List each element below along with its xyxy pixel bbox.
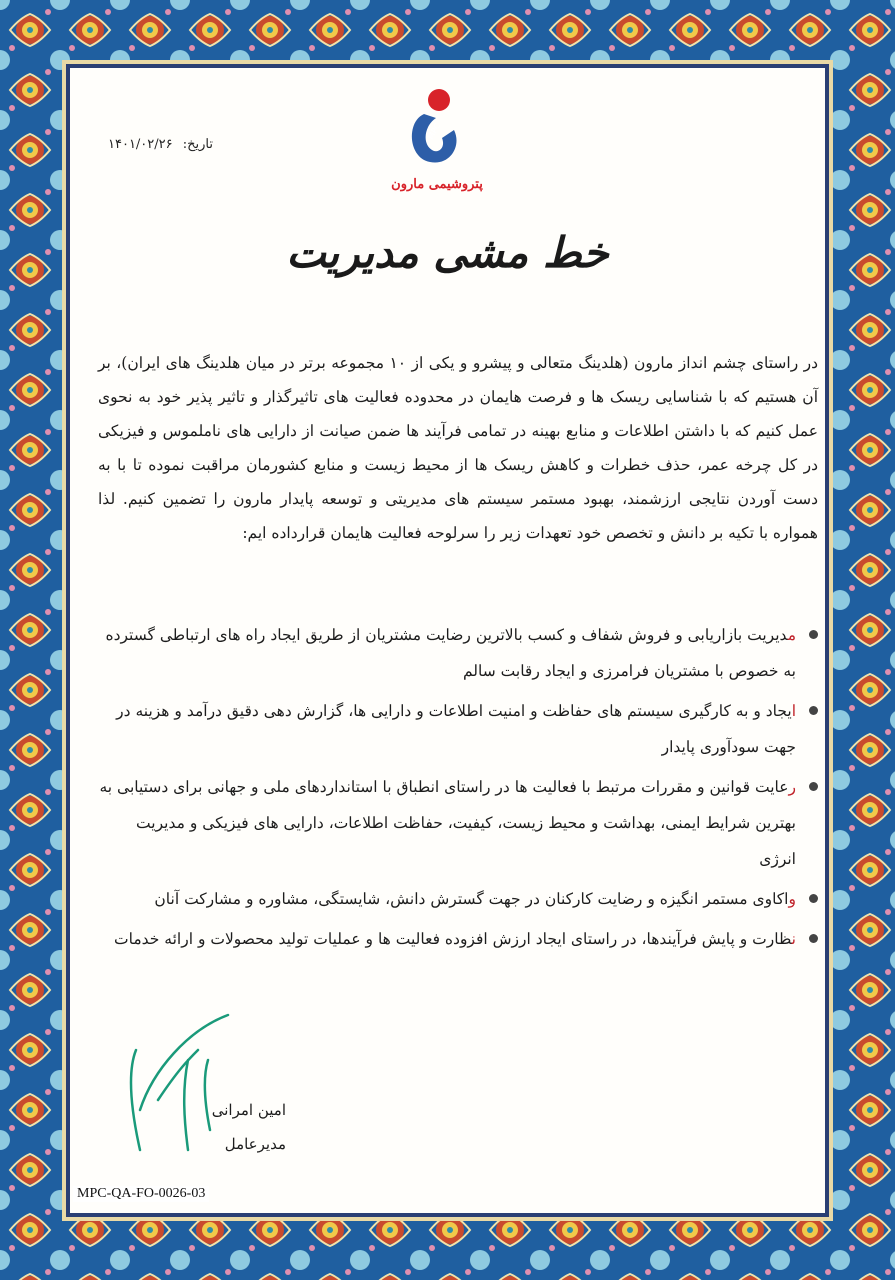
- commitment-initial: ر: [788, 778, 796, 796]
- intro-line: در راستای چشم انداز مارون (هلدینگ متعالی و پیشرو و یکی از ۱۰ مجموعه برتر در میان هلدینگ های ایران)، بر آن هستیم که با: [98, 354, 819, 406]
- intro-paragraph: [98, 346, 818, 550]
- commitment-item: [98, 693, 818, 765]
- commitment-text: یجاد و به کارگیری سیستم های حفاظت و امنیت اطلاعات و دارایی ها، گزارش دهی دقیق درآمد و هزینه در جهت سودآوری پایدار: [116, 702, 796, 756]
- logo-brand-text: پتروشیمی مارون: [391, 177, 483, 192]
- bullet-icon: [809, 706, 818, 715]
- bullet-icon: [809, 630, 818, 639]
- intro-line: مارون را تضمین کنیم. لذا همواره با تکیه بر دانش و تخصص خود تعهدات زیر را سرلوحه فعالیت هایمان قرارداده ایم:: [98, 490, 818, 542]
- signer-block: [196, 1093, 286, 1161]
- commitment-initial: م: [787, 626, 796, 644]
- commitment-item: [98, 881, 818, 917]
- date-label: تاریخ:: [182, 137, 214, 152]
- page-title: خط مشی مدیریت: [286, 228, 609, 277]
- signer-name: امین امرانی: [211, 1101, 286, 1119]
- bullet-icon: [809, 782, 818, 791]
- date-line: [108, 137, 213, 152]
- commitment-initial: ن: [791, 930, 796, 948]
- commitment-text: دیریت بازاریابی و فروش شفاف و کسب بالاترین رضایت مشتریان از طریق ایجاد راه های ارتباطی گسترده به خصوص با مشتریان فرامرزی و ایجاد رقابت سالم: [105, 626, 796, 680]
- commitment-item: [98, 921, 818, 957]
- intro-line: شناسایی ریسک ها و فرصت هایمان در محدوده فعالیت های تاثیرگذار و تاثیر پذیر خود به نحوی عمل کنیم که با داشتن اطلاعات و: [98, 388, 819, 440]
- commitment-text: ظارت و پایش فرآیندها، در راستای ایجاد ارزش افزوده فعالیت ها و عملیات تولید محصولات و ارائه خدمات: [114, 930, 792, 948]
- bullet-icon: [809, 894, 818, 903]
- date-value: ۱۴۰۱/۰۲/۲۶: [108, 137, 173, 152]
- intro-line: منابع بهینه در تمامی فرآیند ها ضمن صیانت از دارایی های ناملموس و فیزیکی در کل چرخه عمر، حذف خطرات و کاهش ریسک ها از: [98, 422, 818, 474]
- logo-mark-text: MPC: [425, 121, 443, 141]
- commitment-initial: و: [788, 890, 796, 908]
- commitment-text: عایت قوانین و مقررات مرتبط با فعالیت ها در راستای انطباق با استانداردهای ملی و جهانی برای دستیابی به بهترین شرایط ایمنی، بهداشت و محیط زیست، کیفیت، حفاظت اطلاعات، دارایی های فیزیکی و مدیریت انرژی: [99, 778, 796, 868]
- bullet-icon: [809, 934, 818, 943]
- commitment-initial: ا: [791, 702, 796, 720]
- commitment-item: [98, 769, 818, 877]
- commitment-text: اکاوی مستمر انگیزه و رضایت کارکنان در جهت گسترش دانش، شایستگی، مشاوره و مشارکت آنان: [154, 890, 789, 908]
- form-code: MPC-QA-FO-0026-03: [73, 1186, 209, 1202]
- commitment-item: [98, 617, 818, 689]
- commitments-list: [98, 617, 818, 961]
- intro-line: محیط زیست و منابع کشورمان مراقبت نموده تا با به دست آوردن نتایجی ارزشمند، بهبود مستمر سیستم های مدیریتی و توسعه پایدار: [98, 456, 818, 508]
- company-logo: [391, 88, 483, 198]
- signer-title: مدیرعامل: [224, 1135, 286, 1153]
